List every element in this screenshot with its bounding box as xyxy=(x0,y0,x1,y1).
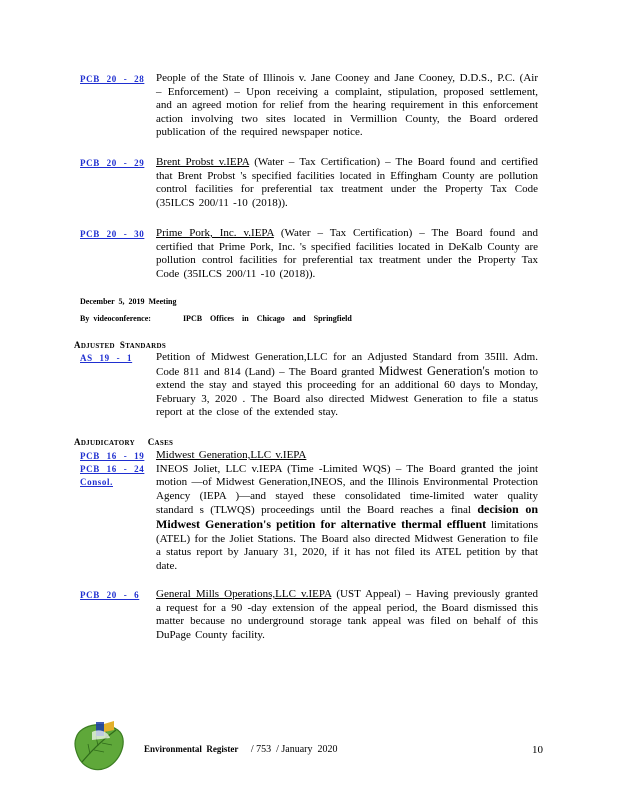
environmental-register-logo xyxy=(70,718,130,774)
case-title: Prime Pork, Inc. v.IEPA xyxy=(156,227,274,239)
case-summary-text: (Water – Tax Certification) – The Board found and certified that Prime Pork, Inc. 's specified facilities located in DeKalb County are pollution control facilities for preferential tax treatment under the Property Tax Code (35ILCS 200/11 -10 (2018)). xyxy=(156,227,539,280)
case-title: General Mills Operations,LLC v.IEPA xyxy=(156,588,332,600)
case-summary xyxy=(156,449,538,573)
case-link-pcb-16-24[interactable]: PCB 16 - 24 xyxy=(80,464,145,474)
page-number: 10 xyxy=(532,744,543,756)
footer-issue: / 753 / January 2020 xyxy=(250,744,338,755)
case-link-pcb-20-30[interactable]: PCB 20 - 30 xyxy=(80,229,145,239)
case-summary-emphasis: Midwest Generation's xyxy=(378,363,490,378)
case-summary xyxy=(156,227,538,281)
case-title: Brent Probst v.IEPA xyxy=(156,156,250,168)
case-summary-text: INEOS Joliet, LLC v.IEPA (Time -Limited WQS) – The Board granted the joint motion —of Midwest Generation,INEOS, and the Illinois Environmental Protection Agency (IEPA )—and stayed these consolidated time-limited water quality standard s (TLWQS) proceedings until the Board reaches a final xyxy=(156,462,538,517)
case-link-pcb-16-19[interactable]: PCB 16 - 19 xyxy=(80,451,145,461)
footer-publication xyxy=(144,744,337,755)
case-summary-text: People of the State of Illinois v. Jane Cooney and Jane Cooney, D.D.S., P.C. (Air – Enforcement) – Upon receiving a complaint, stipulation, proposed settlement, and an agreed motion for relief from the hearing requirement in this enforcement action involving two sites located in Vermillion County, the Board ordered publication of the required newspaper notice. xyxy=(156,72,538,139)
consolidated-label: Consol. xyxy=(80,477,113,487)
meeting-date: December 5, 2019 Meeting xyxy=(80,297,177,306)
case-link-as-19-1[interactable]: AS 19 - 1 xyxy=(80,353,133,363)
case-summary xyxy=(156,72,538,140)
case-link-pcb-20-29[interactable]: PCB 20 - 29 xyxy=(80,158,145,168)
case-link-pcb-20-6[interactable]: PCB 20 - 6 xyxy=(80,590,140,600)
case-summary-text: (Water – Tax Certification) – The Board found and certified that Brent Probst 's specified facilities located in Effingham County are pollution control facilities for preferential tax treatment under the Property Tax Code (35ILCS 200/11 -10 (2018)). xyxy=(156,156,539,209)
case-summary xyxy=(156,588,538,642)
case-summary-text: limitations (ATEL) for the Joliet Stations. The Board also directed Midwest Generation to file a status report by January 31, 2020, if it has not filed its ATEL petition by that date. xyxy=(156,518,538,572)
case-summary xyxy=(156,156,538,210)
meeting-location: By videoconference: IPCB Offices in Chicago and Springfield xyxy=(80,314,352,323)
case-summary xyxy=(156,351,538,420)
case-title: Midwest Generation,LLC v.IEPA xyxy=(156,449,307,461)
case-summary-emphasis: decision on Midwest Generation's petition for alternative thermal effluent xyxy=(156,502,538,531)
case-link-pcb-20-28[interactable]: PCB 20 - 28 xyxy=(80,74,145,84)
section-heading-adjusted-standards: ADJUSTED STANDARDS xyxy=(74,340,167,350)
case-summary-text: (UST Appeal) – Having previously granted a request for a 90 -day extension of the appeal period, the Board dismissed this matter because no underground storage tank appeal was filed on behalf of this DuPage County facility. xyxy=(156,588,538,641)
case-summary-text: Petition of Midwest Generation,LLC for an Adjusted Standard from 35Ill. Adm. Code 811 and 814 (Land) – The Board granted xyxy=(156,351,538,378)
case-summary-text: motion to extend the stay and stayed this proceeding for an additional 60 days to Monday, February 3, 2020 . The Board also directed Midwest Generation to file a status report at the close of the extended stay. xyxy=(156,365,538,419)
section-heading-adjudicatory-cases: ADJUDICATORY CASES xyxy=(74,437,174,447)
footer-title: Environmental Register xyxy=(144,744,239,754)
